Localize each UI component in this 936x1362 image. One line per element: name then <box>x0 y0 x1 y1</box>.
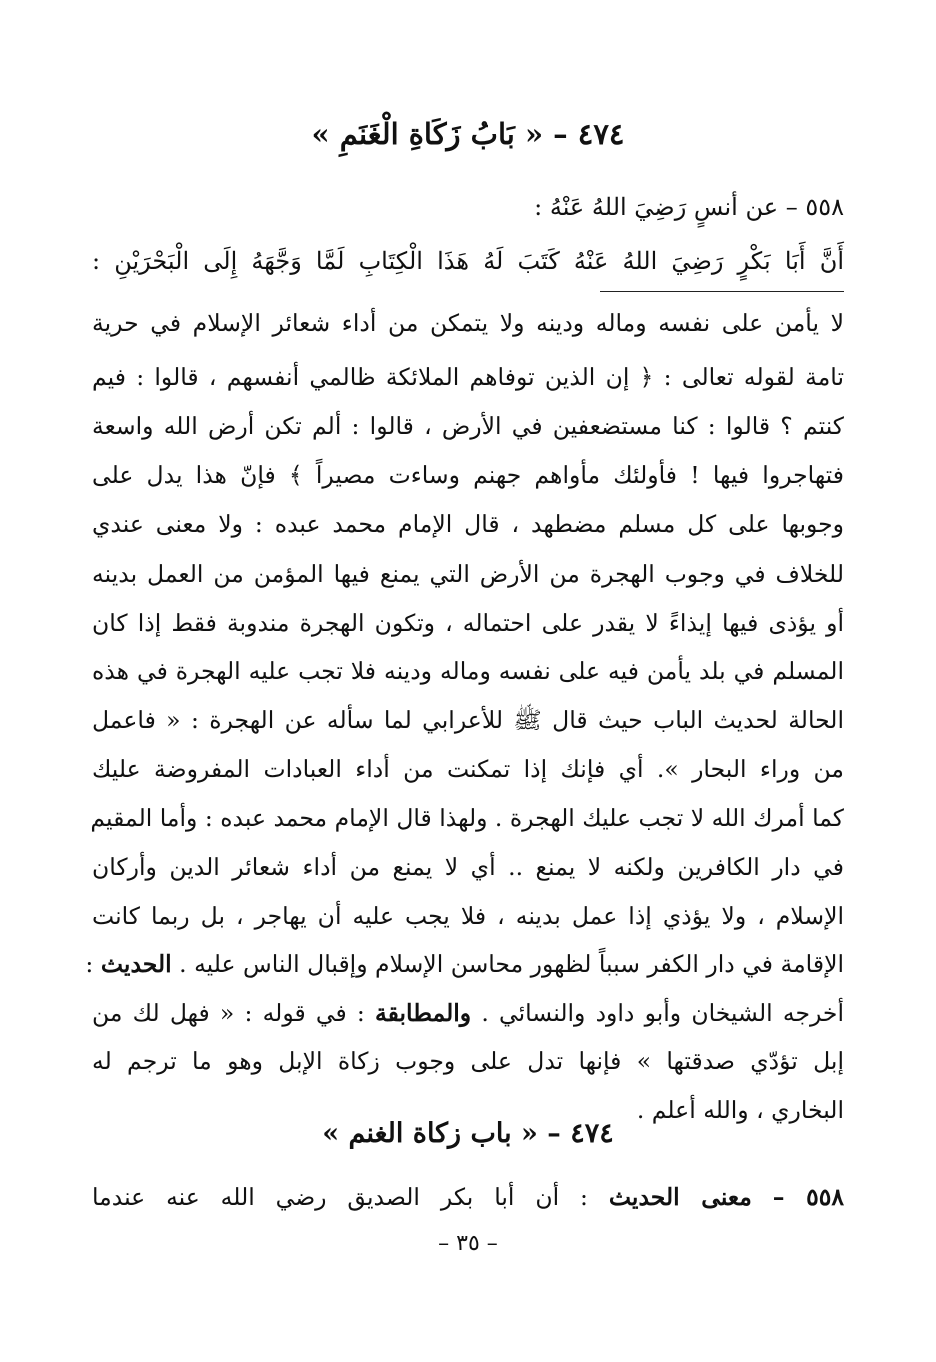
chapter-heading: ٤٧٤ – « بَابُ زَكَاةِ الْغَنَمِ » <box>311 117 625 151</box>
commentary-line: إبل تؤدّي صدقتها » فإنها تدل على وجوب زكاة الإبل وهو ما ترجم له <box>92 1047 844 1075</box>
commentary-line: في دار الكافرين ولكنه لا يمنع .. أي لا يمنع من أداء شعائر الدين وأركان <box>92 853 844 881</box>
commentary-line: تامة لقوله تعالى : ﴿ إن الذين توفاهم الملائكة ظالمي أنفسهم ، قالوا : فيم <box>92 363 844 391</box>
commentary-text: : في قوله : « فهل لك من <box>92 999 365 1027</box>
hadith-label: الحديث <box>100 950 172 978</box>
commentary-line: الحالة لحديث الباب حيث قال ﷺ للأعرابي لما سأله عن الهجرة : « فاعمل <box>92 706 844 734</box>
commentary-line: البخاري ، والله أعلم . <box>636 1096 844 1124</box>
commentary-line: وجوبها على كل مسلم مضطهد ، قال الإمام محمد عبده : ولا معنى عندي <box>92 510 844 538</box>
commentary-text: أخرجه الشيخان وأبو داود والنسائي . <box>481 999 844 1027</box>
commentary-line: الإسلام ، ولا يؤذي إذا عمل بدينه ، فلا يجب عليه أن يهاجر ، بل ربما كانت <box>92 902 844 930</box>
commentary-line: كنتم ؟ قالوا : كنا مستضعفين في الأرض ، قالوا : ألم تكن أرض الله واسعة <box>92 412 844 440</box>
hadith-meaning-text: : أن أبا بكر الصديق رضي الله عنه عندما <box>92 1183 588 1211</box>
commentary-line: فتهاجروا فيها ! فأولئك مأواهم جهنم وساءت مصيراً ﴾ فإنّ هذا يدل على <box>92 461 844 489</box>
commentary-line-correspondence <box>92 992 844 1034</box>
hadith-narrator-line: ٥٥٨ – عن أنسٍ رَضِيَ اللهُ عَنْهُ : <box>534 193 844 221</box>
hadith-number: ٥٥٨ – <box>772 1183 844 1211</box>
commentary-line: أو يؤذى فيها إيذاءً لا يقدر على احتماله ، وتكون الهجرة مندوبة فقط إذا كان <box>92 609 844 637</box>
hadith-meaning-label: معنى الحديث <box>608 1183 752 1211</box>
correspondence-label: والمطابقة <box>375 999 472 1027</box>
commentary-line: لا يأمن على نفسه وماله ودينه ولا يتمكن من أداء شعائر الإسلام في حرية <box>92 309 844 337</box>
section-heading: ٤٧٤ – « باب زكاة الغنم » <box>322 1118 614 1149</box>
hadith-separator-rule <box>600 291 844 292</box>
hadith-text-line: أَنَّ أَبَا بَكْرٍ رَضِيَ اللهُ عَنْهُ كَتَبَ لَهُ هَذَا الْكِتَابِ لَمَّا وَجَّهَهُ إِلَى الْبَحْرَيْنِ : <box>92 247 844 275</box>
commentary-line: للخلاف في وجوب الهجرة من الأرض التي يمنع فيها المؤمن من العمل بدينه <box>92 560 844 588</box>
commentary-text: : <box>85 950 94 978</box>
commentary-line: المسلم في بلد يأمن فيه على نفسه وماله ودينه فلا تجب عليه الهجرة في هذه <box>92 657 844 685</box>
commentary-line: من وراء البحار ». أي فإنك إذا تمكنت من أداء العبادات المفروضة عليك <box>92 755 844 783</box>
hadith-meaning-line <box>92 1176 844 1218</box>
commentary-line-hadith-source <box>85 943 844 985</box>
page-number: – ٣٥ – <box>438 1231 498 1256</box>
commentary-line: كما أمرك الله لا تجب عليك الهجرة . ولهذا قال الإمام محمد عبده : وأما المقيم <box>90 804 844 832</box>
commentary-text: الإقامة في دار الكفر سبباً لظهور محاسن الإسلام وإقبال الناس عليه . <box>179 950 844 978</box>
